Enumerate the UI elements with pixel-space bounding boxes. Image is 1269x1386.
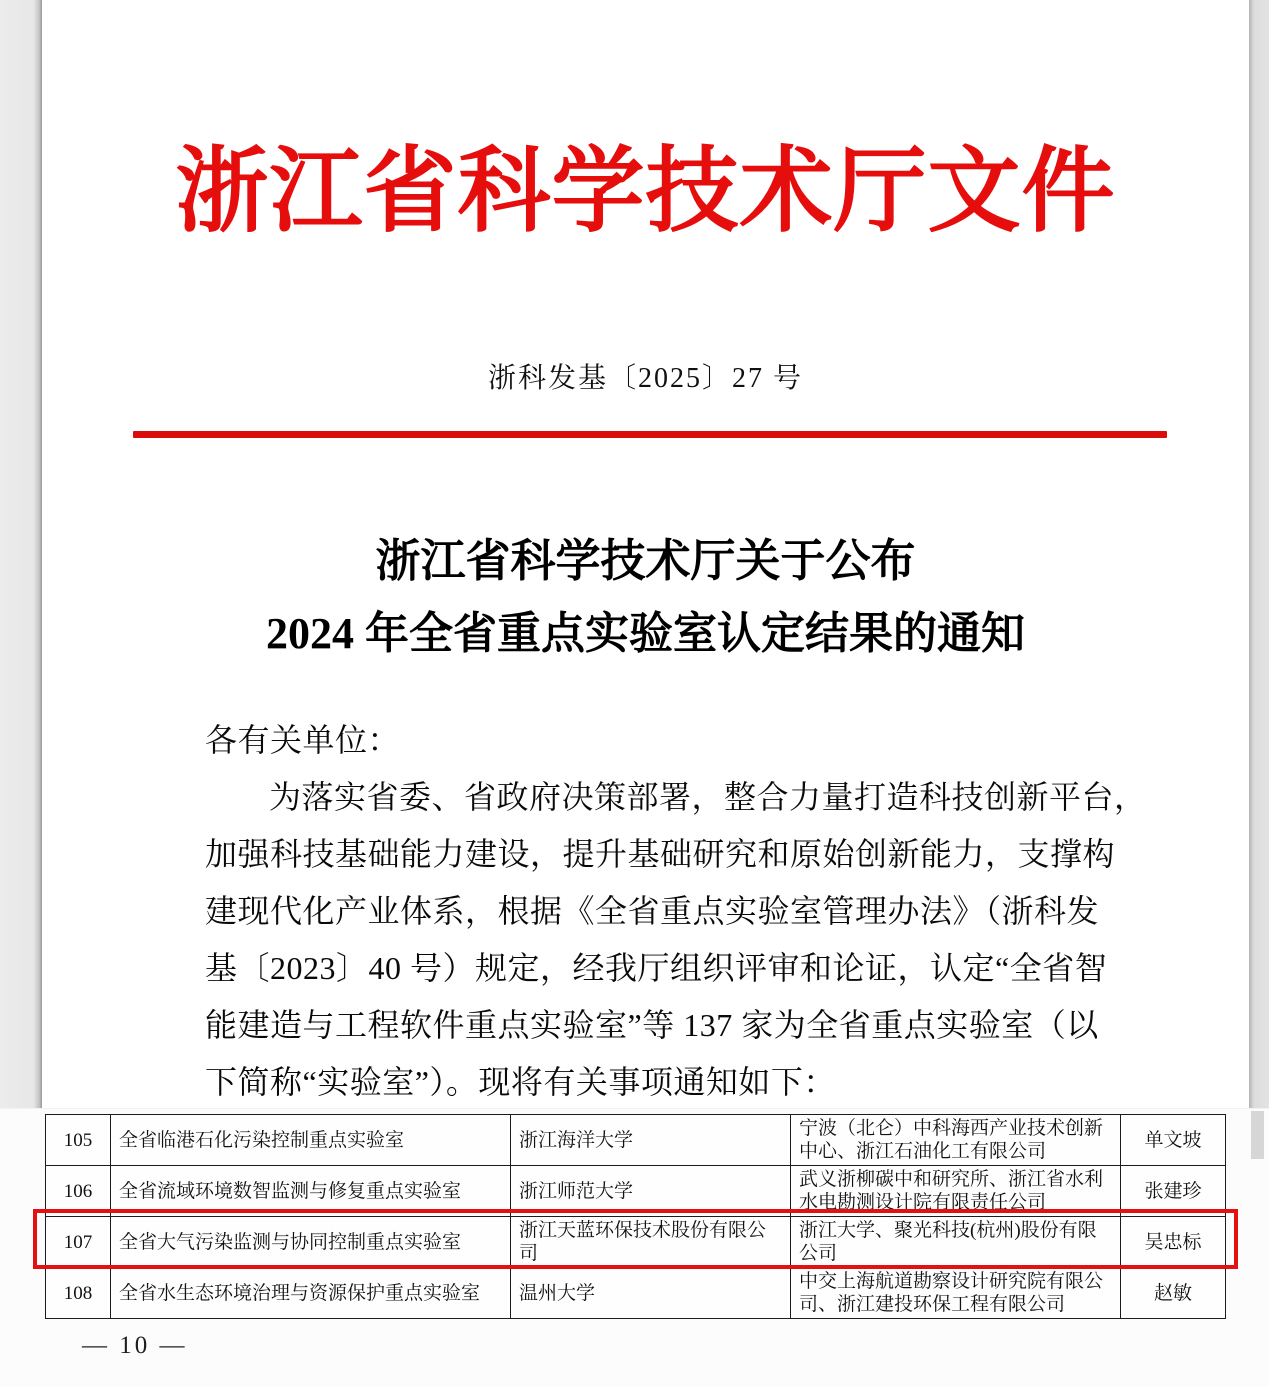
table-row [46,1268,1226,1319]
lab-name-cell: 全省流域环境数智监测与修复重点实验室 [111,1166,511,1217]
lab-name-cell: 全省水生态环境治理与资源保护重点实验室 [111,1268,511,1319]
body-paragraph [205,712,1147,1111]
body-line: 下简称“实验室”）。现将有关事项通知如下： [205,1064,836,1100]
row-number-cell: 106 [46,1166,111,1217]
partners-cell: 浙江大学、聚光科技(杭州)股份有限公司 [791,1217,1121,1268]
lab-name-cell: 全省大气污染监测与协同控制重点实验室 [111,1217,511,1268]
salutation-line: 各有关单位： [205,722,401,758]
lab-name-cell: 全省临港石化污染控制重点实验室 [111,1115,511,1166]
institution-cell: 浙江天蓝环保技术股份有限公司 [511,1217,791,1268]
institution-cell: 浙江师范大学 [511,1166,791,1217]
red-divider-rule [133,431,1167,438]
document-number: 浙科发基〔2025〕27 号 [487,363,803,394]
page-number: — 10 — [82,1332,188,1359]
notice-title-line1: 浙江省科学技术厅关于公布 [375,536,916,586]
body-line: 能建造与工程软件重点实验室”等 137 家为全省重点实验室（以 [205,1007,1099,1043]
body-line: 为落实省委、省政府决策部署，整合力量打造科技创新平台， [269,779,1147,815]
director-cell: 单文坡 [1121,1115,1226,1166]
institution-cell: 温州大学 [511,1268,791,1319]
director-cell: 张建珍 [1121,1166,1226,1217]
body-line: 建现代化产业体系，根据《全省重点实验室管理办法》（浙科发 [205,893,1100,929]
institution-cell: 浙江海洋大学 [511,1115,791,1166]
table-screenshot-section [0,1108,1269,1386]
scan-edge-artifact [1251,1111,1264,1159]
director-cell: 吴忠标 [1121,1217,1226,1268]
director-cell: 赵敏 [1121,1268,1226,1319]
table-row-highlighted [46,1217,1226,1268]
row-number-cell: 107 [46,1217,111,1268]
notice-title-line2: 2024 年全省重点实验室认定结果的通知 [266,609,1025,658]
partners-cell: 中交上海航道勘察设计研究院有限公司、浙江建投环保工程有限公司 [791,1268,1121,1319]
table-row [46,1166,1226,1217]
page-right-edge [1249,0,1269,1108]
table-row [46,1115,1226,1166]
document-header-title: 浙江省科学技术厅文件 [175,141,1116,244]
results-table [45,1114,1226,1319]
page-left-edge [0,0,42,1108]
partners-cell: 武义浙柳碳中和研究所、浙江省水利水电勘测设计院有限责任公司 [791,1166,1121,1217]
body-line: 加强科技基础能力建设，提升基础研究和原始创新能力，支撑构 [205,836,1116,872]
body-line: 基〔2023〕40 号）规定，经我厅组织评审和论证，认定“全省智 [205,950,1108,986]
partners-cell: 宁波（北仑）中科海西产业技术创新中心、浙江石油化工有限公司 [791,1115,1121,1166]
row-number-cell: 105 [46,1115,111,1166]
row-number-cell: 108 [46,1268,111,1319]
